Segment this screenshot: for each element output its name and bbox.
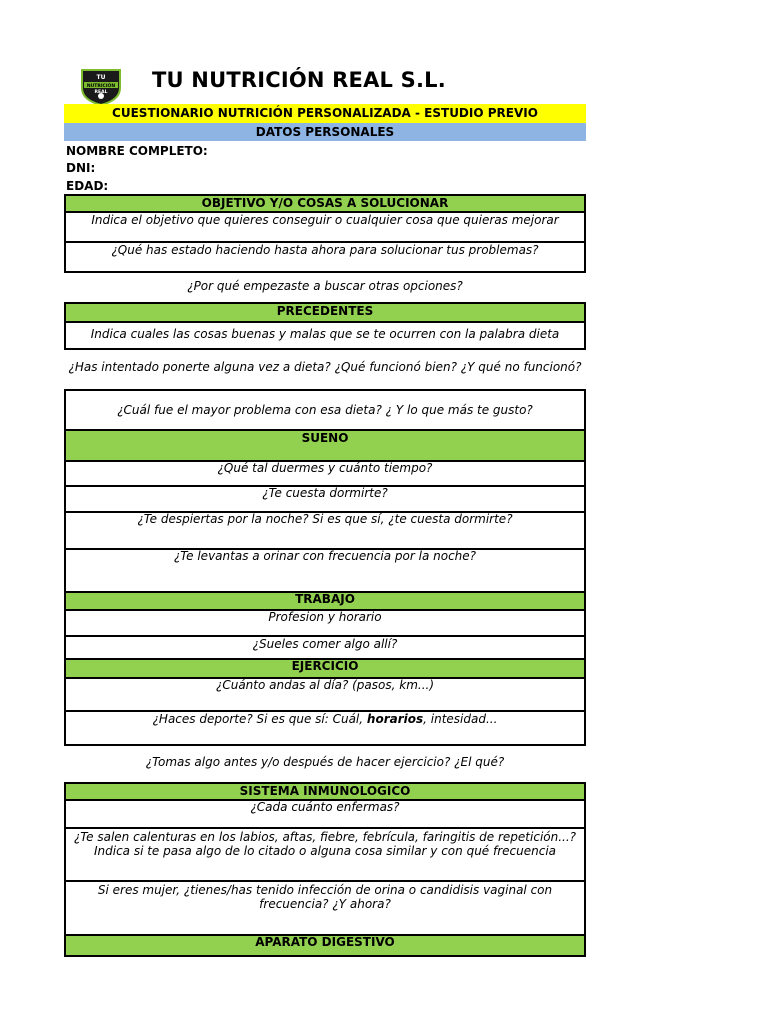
- question-inmunologico-2[interactable]: ¿Te salen calenturas en los labios, aftas, fiebre, febrícula, faringitis de repetición...? Indica si te pasa algo de lo citado o alguna cosa similar y con qué frecuencia: [64, 829, 586, 882]
- section-header-sueno: SUENO: [64, 431, 586, 462]
- question-inmunologico-3[interactable]: Si eres mujer, ¿tienes/has tenido infección de orina o candidisis vaginal con frecuencia? ¿Y ahora?: [64, 882, 586, 936]
- question-ejercicio-3[interactable]: ¿Tomas algo antes y/o después de hacer ejercicio? ¿El qué?: [145, 755, 505, 769]
- question-trabajo-1[interactable]: Profesion y horario: [64, 611, 586, 637]
- section-header-inmunologico: SISTEMA INMUNOLOGICO: [64, 782, 586, 801]
- question-sueno-3[interactable]: ¿Te despiertas por la noche? Si es que sí, ¿te cuesta dormirte?: [64, 513, 586, 550]
- field-label-edad: EDAD:: [66, 179, 109, 193]
- section-header-ejercicio: EJERCICIO: [64, 660, 586, 679]
- question-precedentes-1[interactable]: Indica cuales las cosas buenas y malas que se te ocurren con la palabra dieta: [64, 323, 586, 350]
- field-label-dni: DNI:: [66, 161, 96, 175]
- svg-text:NUTRICIÓN: NUTRICIÓN: [86, 84, 116, 89]
- section-header-precedentes: PRECEDENTES: [64, 302, 586, 323]
- question-ejercicio-2[interactable]: [64, 712, 586, 746]
- question-objetivo-1[interactable]: Indica el objetivo que quieres conseguir o cualquier cosa que quieras mejorar: [64, 213, 586, 243]
- question-objetivo-2[interactable]: ¿Qué has estado haciendo hasta ahora para solucionar tus problemas?: [64, 243, 586, 273]
- section-header-digestivo: APARATO DIGESTIVO: [64, 936, 586, 957]
- section-header-datos-personales: DATOS PERSONALES: [64, 123, 586, 141]
- question-sueno-2[interactable]: ¿Te cuesta dormirte?: [64, 487, 586, 513]
- question-ejercicio-2-text-a: ¿Haces deporte? Si es que sí: Cuál,: [152, 712, 367, 726]
- question-ejercicio-2-text-c: , intesidad...: [423, 712, 498, 726]
- company-name: TU NUTRICIÓN REAL S.L.: [152, 68, 446, 92]
- question-sueno-1[interactable]: ¿Qué tal duermes y cuánto tiempo?: [64, 462, 586, 487]
- field-label-nombre: NOMBRE COMPLETO:: [66, 144, 208, 158]
- section-header-objetivo: OBJETIVO Y/O COSAS A SOLUCIONAR: [64, 194, 586, 213]
- svg-text:TU: TU: [96, 74, 106, 81]
- question-inmunologico-1[interactable]: ¿Cada cuánto enfermas?: [64, 801, 586, 829]
- question-precedentes-3[interactable]: ¿Cuál fue el mayor problema con esa dieta? ¿ Y lo que más te gusto?: [64, 389, 586, 431]
- question-ejercicio-1[interactable]: ¿Cuánto andas al día? (pasos, km...): [64, 679, 586, 712]
- question-trabajo-2[interactable]: ¿Sueles comer algo allí?: [64, 637, 586, 660]
- question-objetivo-3[interactable]: ¿Por qué empezaste a buscar otras opciones?: [187, 279, 463, 293]
- section-header-trabajo: TRABAJO: [64, 593, 586, 611]
- question-ejercicio-2-emphasis: horarios: [366, 712, 424, 726]
- company-logo: [76, 66, 126, 106]
- form-title: CUESTIONARIO NUTRICIÓN PERSONALIZADA - ESTUDIO PREVIO: [64, 104, 586, 123]
- shield-logo-icon: [76, 66, 126, 106]
- question-precedentes-2[interactable]: ¿Has intentado ponerte alguna vez a dieta? ¿Qué funcionó bien? ¿Y qué no funcionó?: [68, 360, 582, 374]
- question-sueno-4[interactable]: ¿Te levantas a orinar con frecuencia por la noche?: [64, 550, 586, 593]
- svg-text:REAL: REAL: [94, 90, 108, 95]
